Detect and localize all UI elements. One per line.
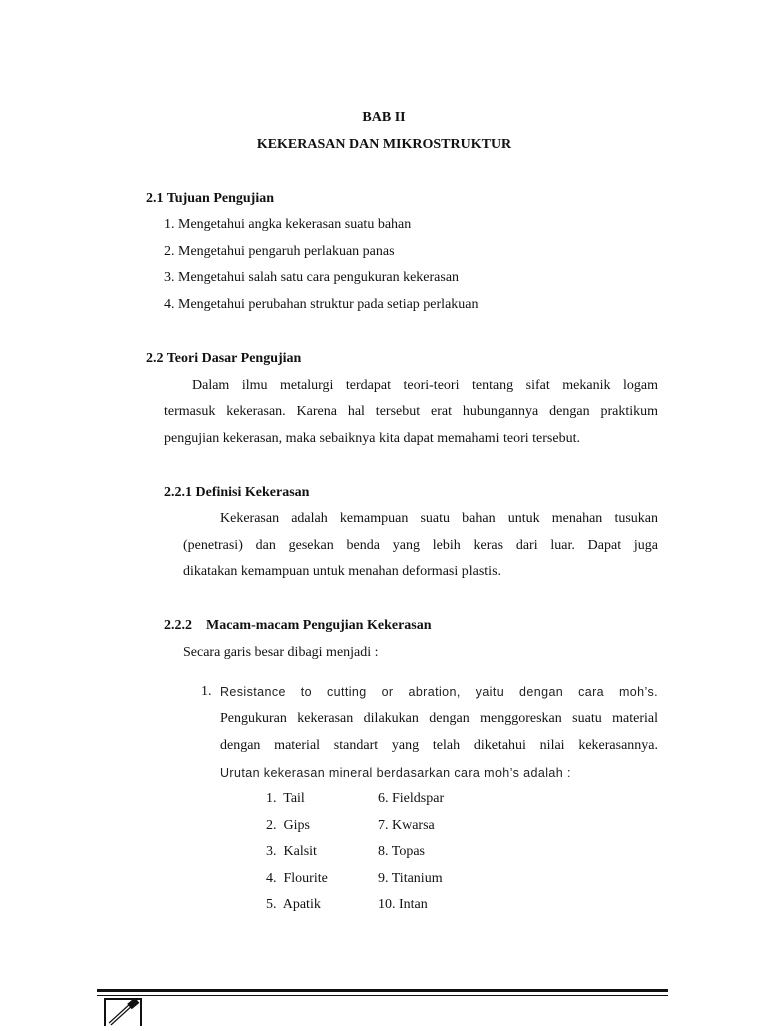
paragraph-line: dikatakan kemampuan untuk menahan deformasi plastis. [183, 564, 502, 579]
section-heading-2-2-1: 2.2.1 Definisi Kekerasan [164, 485, 310, 500]
mohs-item: 2. Gips [266, 818, 310, 833]
paragraph-line: Resistance to cutting or abration, yaitu dengan cara moh’s. [220, 685, 658, 699]
mohs-item: 10. Intan [378, 897, 428, 912]
mohs-item: 3. Kalsit [266, 844, 317, 859]
mohs-item: 7. Kwarsa [378, 818, 435, 833]
tool-logo-icon [104, 998, 142, 1026]
paragraph-line: Dalam ilmu metalurgi terdapat teori-teori tentang sifat mekanik logam [192, 378, 658, 393]
list-number: 1. [201, 684, 212, 699]
mohs-item: 8. Topas [378, 844, 425, 859]
chapter-label: BAB II [362, 110, 406, 125]
paragraph-line: dengan material standart yang telah diketahui nilai kekerasannya. [220, 738, 658, 753]
mohs-item: 6. Fieldspar [378, 791, 445, 806]
chapter-title: KEKERASAN DAN MIKROSTRUKTUR [256, 137, 512, 152]
paragraph-line: (penetrasi) dan gesekan benda yang lebih keras dari luar. Dapat juga [183, 538, 658, 553]
section-heading-2-1: 2.1 Tujuan Pengujian [146, 191, 274, 206]
objective-item: 3. Mengetahui salah satu cara pengukuran kekerasan [164, 270, 460, 285]
mohs-item: 5. Apatik [266, 897, 321, 912]
paragraph-line: Pengukuran kekerasan dilakukan dengan menggoreskan suatu material [220, 711, 658, 726]
paragraph-line: Urutan kekerasan mineral berdasarkan cara moh’s adalah : [220, 766, 571, 780]
mohs-item: 9. Titanium [378, 871, 443, 886]
mohs-item: 4. Flourite [266, 871, 328, 886]
paragraph-line: pengujian kekerasan, maka sebaiknya kita dapat memahami teori tersebut. [164, 431, 580, 446]
footer-rule [97, 989, 668, 992]
section-heading-2-2-2: 2.2.2 Macam-macam Pengujian Kekerasan [164, 618, 432, 633]
footer-rule-thin [97, 995, 668, 996]
paragraph-line: termasuk kekerasan. Karena hal tersebut erat hubungannya dengan praktikum [164, 404, 658, 419]
paragraph-line: Secara garis besar dibagi menjadi : [183, 645, 379, 660]
objective-item: 2. Mengetahui pengaruh perlakuan panas [164, 244, 395, 259]
objective-item: 1. Mengetahui angka kekerasan suatu bahan [164, 217, 412, 232]
objective-item: 4. Mengetahui perubahan struktur pada setiap perlakuan [164, 297, 479, 312]
section-heading-2-2: 2.2 Teori Dasar Pengujian [146, 351, 302, 366]
mohs-item: 1. Tail [266, 791, 305, 806]
paragraph-line: Kekerasan adalah kemampuan suatu bahan untuk menahan tusukan [220, 511, 658, 526]
